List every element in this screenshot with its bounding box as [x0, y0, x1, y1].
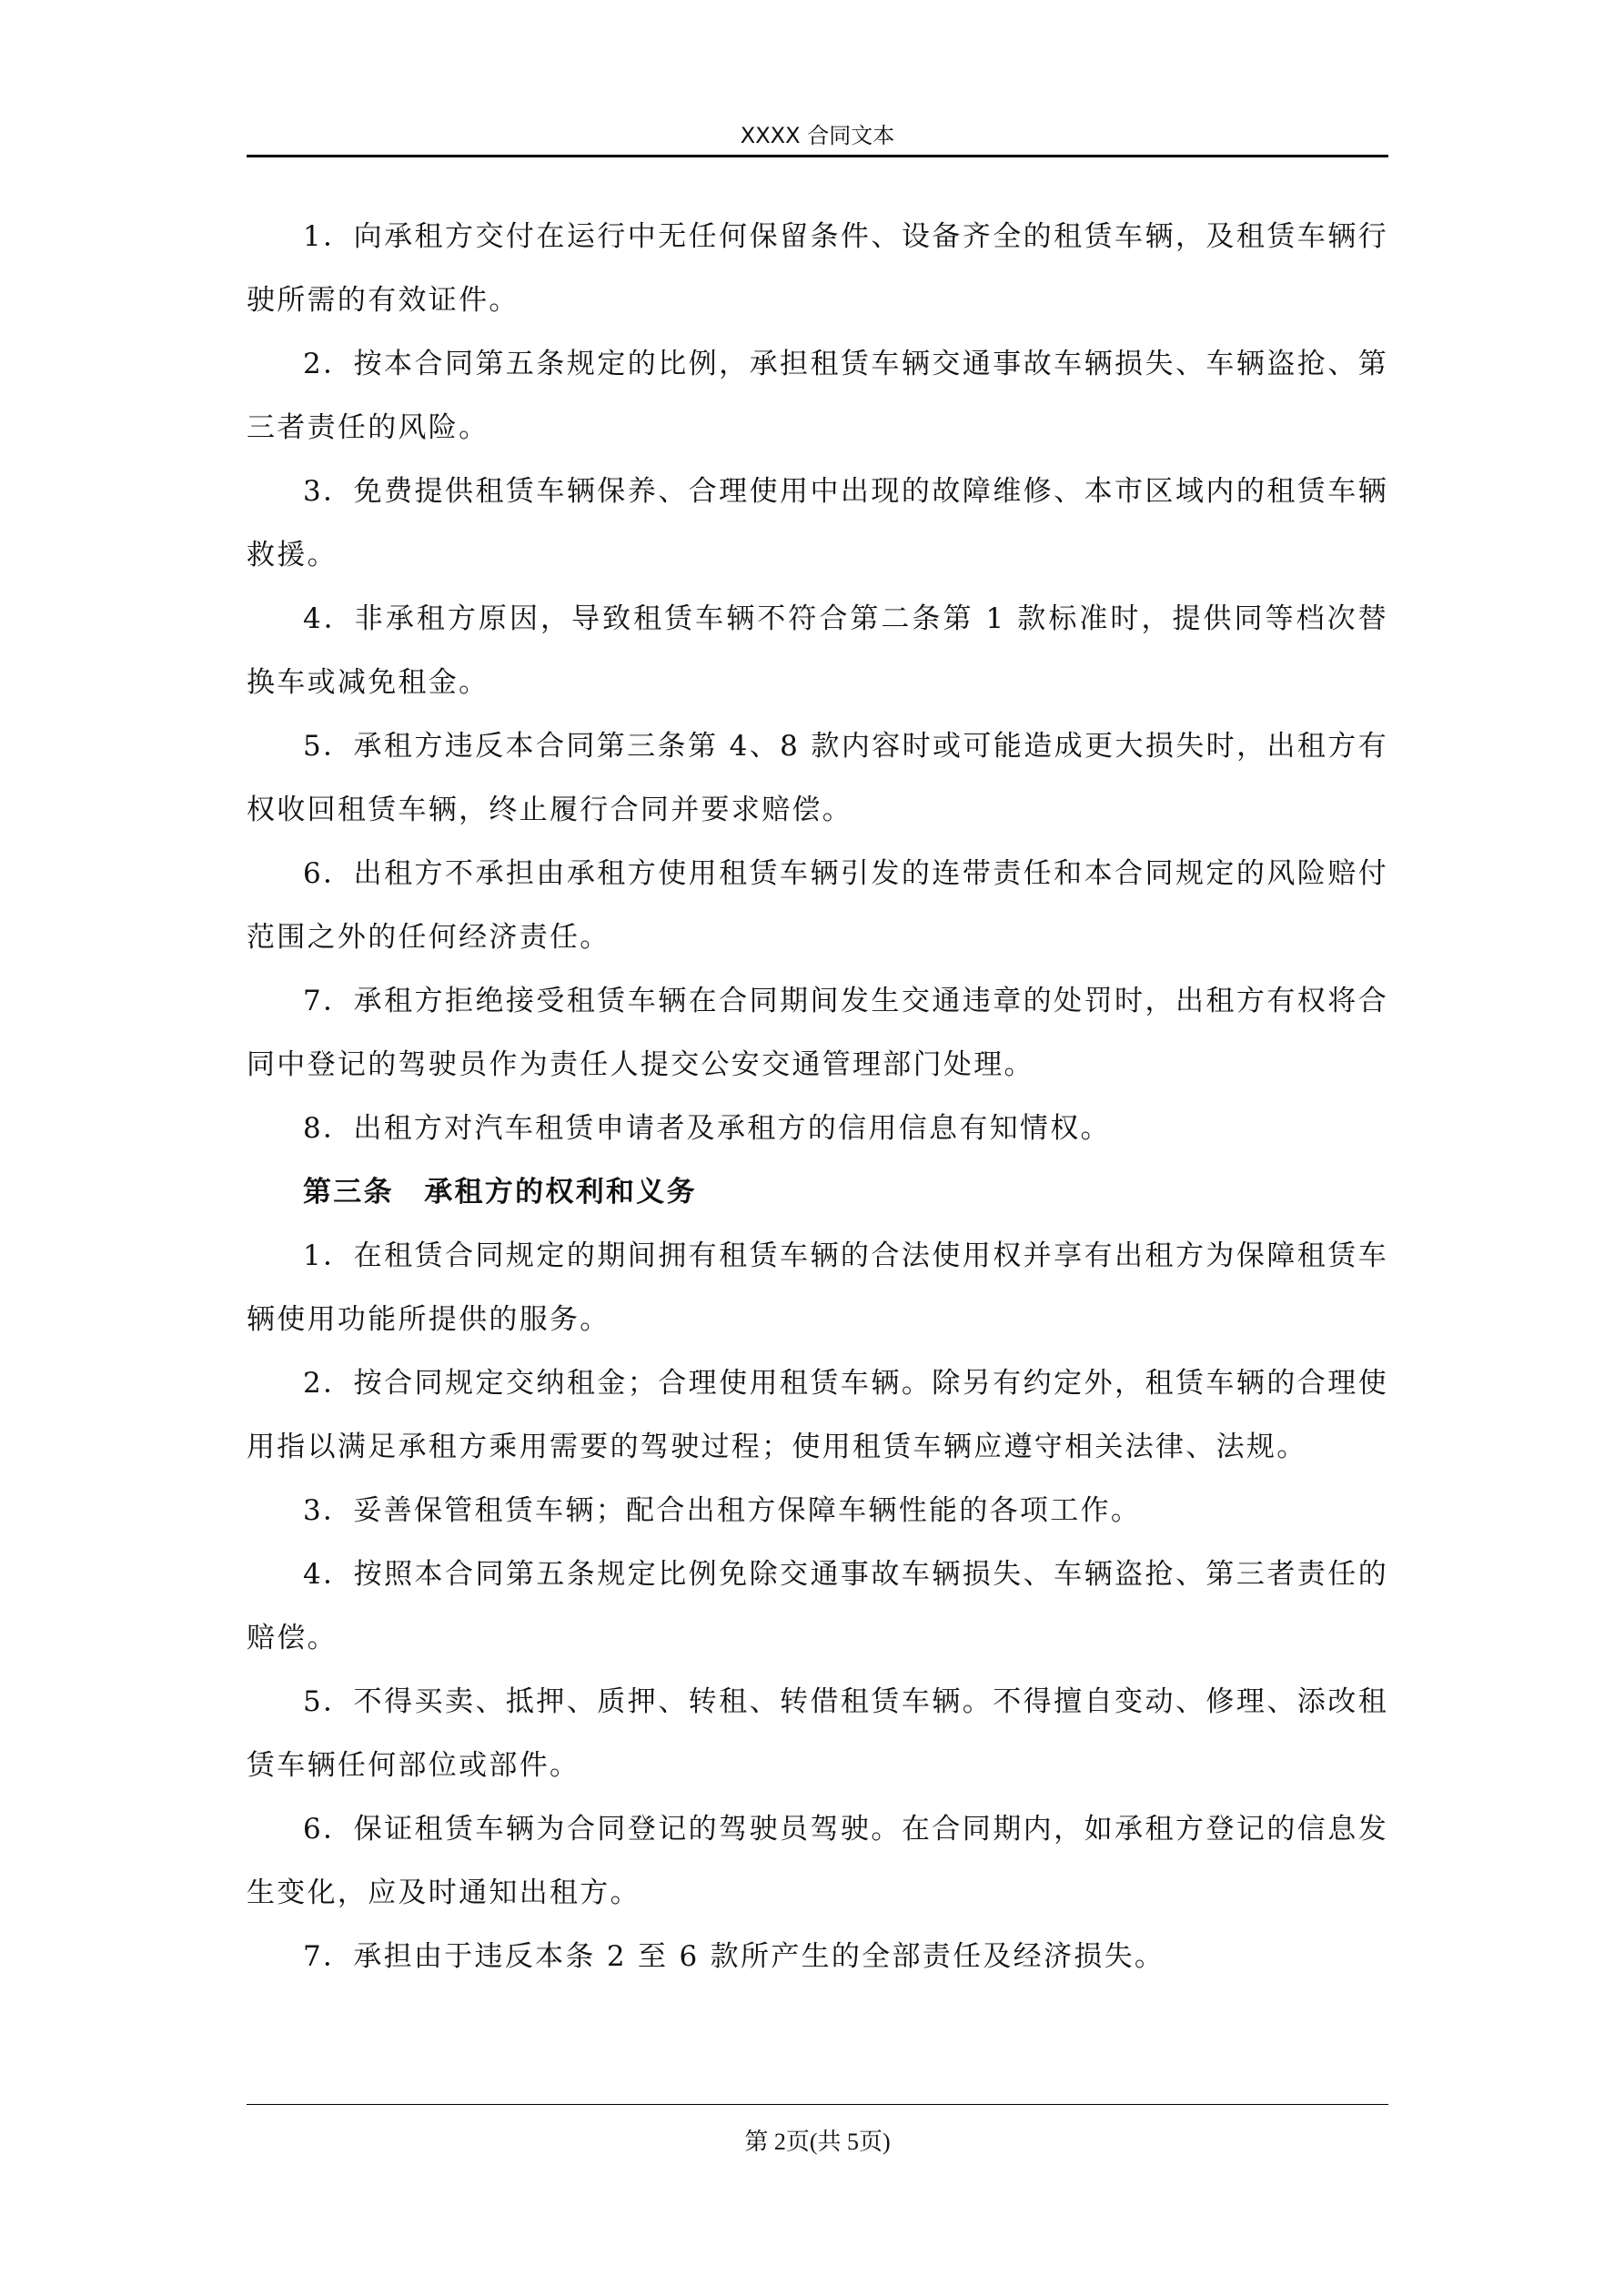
header-divider [247, 155, 1388, 157]
footer-divider [247, 2104, 1388, 2105]
section-heading-article-3: 第三条 承租方的权利和义务 [303, 1176, 697, 1209]
document-body [247, 205, 1388, 1988]
page-number: 第 2页(共 5页) [744, 2129, 891, 2155]
paragraph-lessee-duty-2: 2．按合同规定交纳租金；合理使用租赁车辆。除另有约定外，租赁车辆的合理使用指以满足承租方乘用需要的驾驶过程；使用租赁车辆应遵守相关法律、法规。 [247, 1367, 1388, 1463]
paragraph-lessor-duty-1: 1．向承租方交付在运行中无任何保留条件、设备齐全的租赁车辆，及租赁车辆行驶所需的有效证件。 [247, 220, 1388, 317]
paragraph-lessee-duty-7: 7．承担由于违反本条 2 至 6 款所产生的全部责任及经济损失。 [303, 1940, 1165, 1973]
paragraph-lessor-duty-5: 5．承租方违反本合同第三条第 4、8 款内容时或可能造成更大损失时，出租方有权收回租赁车辆，终止履行合同并要求赔偿。 [247, 730, 1388, 826]
paragraph-lessor-duty-4: 4．非承租方原因，导致租赁车辆不符合第二条第 1 款标准时，提供同等档次替换车或减免租金。 [247, 602, 1388, 699]
paragraph-lessee-duty-3: 3．妥善保管租赁车辆；配合出租方保障车辆性能的各项工作。 [303, 1494, 1142, 1527]
page-header: XXXX 合同文本 [740, 123, 895, 148]
paragraph-lessor-duty-6: 6．出租方不承担由承租方使用租赁车辆引发的连带责任和本合同规定的风险赔付范围之外的任何经济责任。 [247, 857, 1388, 954]
paragraph-lessee-duty-6: 6．保证租赁车辆为合同登记的驾驶员驾驶。在合同期内，如承租方登记的信息发生变化，应及时通知出租方。 [247, 1813, 1388, 1909]
paragraph-lessor-duty-3: 3．免费提供租赁车辆保养、合理使用中出现的故障维修、本市区域内的租赁车辆救援。 [247, 475, 1388, 571]
paragraph-lessor-duty-7: 7．承租方拒绝接受租赁车辆在合同期间发生交通违章的处罚时，出租方有权将合同中登记的驾驶员作为责任人提交公安交通管理部门处理。 [247, 985, 1388, 1081]
paragraph-lessee-duty-5: 5．不得买卖、抵押、质押、转租、转借租赁车辆。不得擅自变动、修理、添改租赁车辆任何部位或部件。 [247, 1685, 1388, 1782]
paragraph-lessor-duty-8: 8．出租方对汽车租赁申请者及承租方的信用信息有知情权。 [303, 1112, 1111, 1145]
paragraph-lessee-duty-1: 1．在租赁合同规定的期间拥有租赁车辆的合法使用权并享有出租方为保障租赁车辆使用功能所提供的服务。 [247, 1239, 1388, 1336]
paragraph-lessee-duty-4: 4．按照本合同第五条规定比例免除交通事故车辆损失、车辆盗抢、第三者责任的赔偿。 [247, 1558, 1388, 1654]
paragraph-lessor-duty-2: 2．按本合同第五条规定的比例，承担租赁车辆交通事故车辆损失、车辆盗抢、第三者责任的风险。 [247, 348, 1388, 444]
